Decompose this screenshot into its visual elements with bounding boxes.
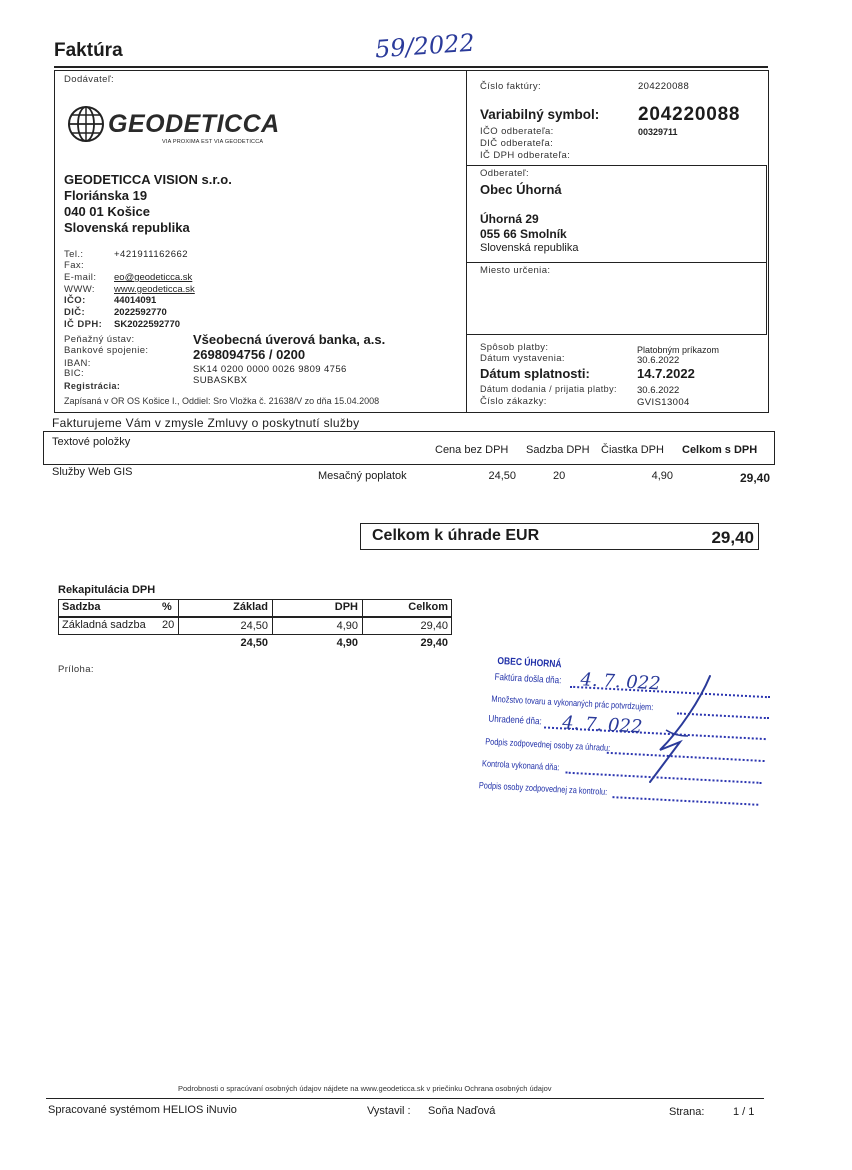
recap-total-sum: 29,40 [420,637,448,649]
invoice-number: 204220088 [638,81,690,92]
customer-city: 055 66 Smolník [480,227,567,241]
items-header-net: Cena bez DPH [435,444,509,456]
icdph-label: IČ DPH: [64,319,103,330]
customer-country: Slovenská republika [480,242,579,254]
recap-header-vat: DPH [334,601,358,613]
www-label: WWW: [64,284,95,295]
stamp-line-received: Faktúra došla dňa: [494,671,562,687]
footer-issued-label: Vystavil : [367,1105,411,1117]
bank-account: 2698094756 / 0200 [193,347,306,362]
items-header-gross: Celkom s DPH [682,444,758,456]
recap-header-base: Základ [233,601,268,613]
bank-connection-label: Bankové spojenie: [64,345,149,356]
stamp-received-date: 4. 7. 022 [580,669,662,695]
items-header-rate: Sadzba DPH [526,444,590,456]
stamp-line-control: Kontrola vykonaná dňa: [481,758,560,773]
item-description: Mesačný poplatok [318,470,407,482]
vat-recap-title: Rekapitulácia DPH [58,584,156,596]
total-label: Celkom k úhrade EUR [372,527,540,544]
footer-page-label: Strana: [669,1106,705,1118]
footer-rule [46,1098,764,1099]
payment-method-label: Spôsob platby: [480,342,549,353]
recap-header-pct: % [162,601,172,613]
registration-text: Zapísaná v OR OS Košice I., Oddiel: Sro Vložka č. 21638/V zo dňa 15.04.2008 [64,396,380,406]
recap-header-total: Celkom [408,601,448,613]
bic-label: BIC: [64,368,85,379]
supplier-city: 040 01 Košice [64,204,151,219]
issue-date: 30.6.2022 [637,355,680,366]
fax-label: Fax: [64,260,85,271]
delivery-date: 30.6.2022 [637,385,680,396]
variable-symbol-label: Variabilný symbol: [480,107,600,122]
page-title: Faktúra [54,40,123,61]
stamp-line-control-signature: Podpis osoby zodpovednej za kontrolu: [478,780,608,797]
recap-total-vat: 4,90 [336,637,358,649]
globe-logo-icon [66,104,106,144]
email-link[interactable]: eo@geodeticca.sk [114,272,193,283]
intro-text: Fakturujeme Vám v zmysle Zmluvy o poskytnutí služby [52,416,360,430]
recap-header-rate: Sadzba [62,601,101,613]
tel-label: Tel.: [64,249,84,260]
supplier-heading: Dodávateľ: [64,74,115,85]
logo-wordmark: GEODETICCA [108,110,280,138]
payment-method: Platobným príkazom [637,345,720,355]
customer-icdph-label: IČ DPH odberateľa: [480,150,571,161]
icdph-value: SK2022592770 [114,319,181,330]
customer-ico: 00329711 [638,127,678,137]
footer-page: 1 / 1 [733,1106,755,1118]
order-number-label: Číslo zákazky: [480,396,547,407]
iban-label: IBAN: [64,358,91,369]
footer-issued-by: Soňa Naďová [428,1105,496,1117]
issue-date-label: Dátum vystavenia: [480,353,565,364]
recap-row-total: 29,40 [420,620,448,632]
recap-row-pct: 20 [162,619,175,631]
destination-label: Miesto určenia: [480,265,551,276]
dic-value: 2022592770 [114,307,167,318]
item-name: Služby Web GIS [52,466,133,478]
title-rule [54,66,768,68]
item-net: 24,50 [488,470,516,482]
customer-street: Úhorná 29 [480,212,539,226]
stamp-dots-6 [612,796,758,806]
variable-symbol: 204220088 [638,104,741,125]
item-vat: 4,90 [651,470,673,482]
gdpr-notice: Podrobnosti o spracúvaní osobných údajov nájdete na www.geodeticca.sk v priečinku Ochrana osobných údajov [178,1084,552,1093]
dic-label: DIČ: [64,307,86,318]
logo-tagline: VIA PROXIMA EST VIA GEODETICCA [162,139,264,145]
item-rate: 20 [553,470,566,482]
delivery-date-label: Dátum dodania / prijatia platby: [480,384,617,394]
bic-value: SUBASKBX [193,375,248,386]
attachment-label: Príloha: [58,664,94,675]
bank-label: Peňažný ústav: [64,334,135,345]
total-value: 29,40 [711,528,754,547]
stamp-line-signature: Podpis zodpovednej osoby za úhradu: [484,736,611,753]
due-date: 14.7.2022 [637,366,695,381]
registration-label: Registrácia: [64,381,121,391]
invoice-number-label: Číslo faktúry: [480,81,542,92]
items-header-vat: Čiastka DPH [601,444,664,456]
supplier-street: Floriánska 19 [64,188,148,203]
stamp-paid-date: 4. 7. 022 [561,712,643,738]
iban-value: SK14 0200 0000 0026 9809 4756 [193,364,347,375]
supplier-name: GEODETICCA VISION s.r.o. [64,172,232,187]
ico-value: 44014091 [114,295,157,306]
ico-label: IČO: [64,295,86,306]
www-link[interactable]: www.geodeticca.sk [114,284,195,295]
customer-name: Obec Úhorná [480,182,562,197]
recap-row-base: 24,50 [240,620,268,632]
footer-system: Spracované systémom HELIOS iNuvio [48,1104,237,1116]
customer-dic-label: DIČ odberateľa: [480,138,554,149]
stamp-line-paid: Uhradené dňa: [488,713,543,728]
tel-value: +421911162662 [114,249,189,260]
recap-row-vat: 4,90 [336,620,358,632]
email-label: E-mail: [64,272,97,283]
order-number: GVIS13004 [637,397,690,408]
item-gross: 29,40 [739,471,770,485]
recap-row-name: Základná sadzba [62,619,146,631]
due-date-label: Dátum splatnosti: [480,366,590,381]
signature-mark [610,670,730,790]
items-header-box [43,431,775,465]
supplier-country: Slovenská republika [64,220,190,235]
stamp-title: OBEC ÚHORNÁ [497,655,562,671]
handwritten-reference: 59/2022 [374,28,476,64]
items-header-text: Textové položky [52,436,131,448]
recap-total-base: 24,50 [240,637,268,649]
customer-heading: Odberateľ: [480,168,530,179]
stamp-line-quantity: Množstvo tovaru a vykonaných prác potvrdzujem: [491,693,654,713]
customer-ico-label: IČO odberateľa: [480,126,554,137]
bank-name: Všeobecná úverová banka, a.s. [193,332,386,347]
